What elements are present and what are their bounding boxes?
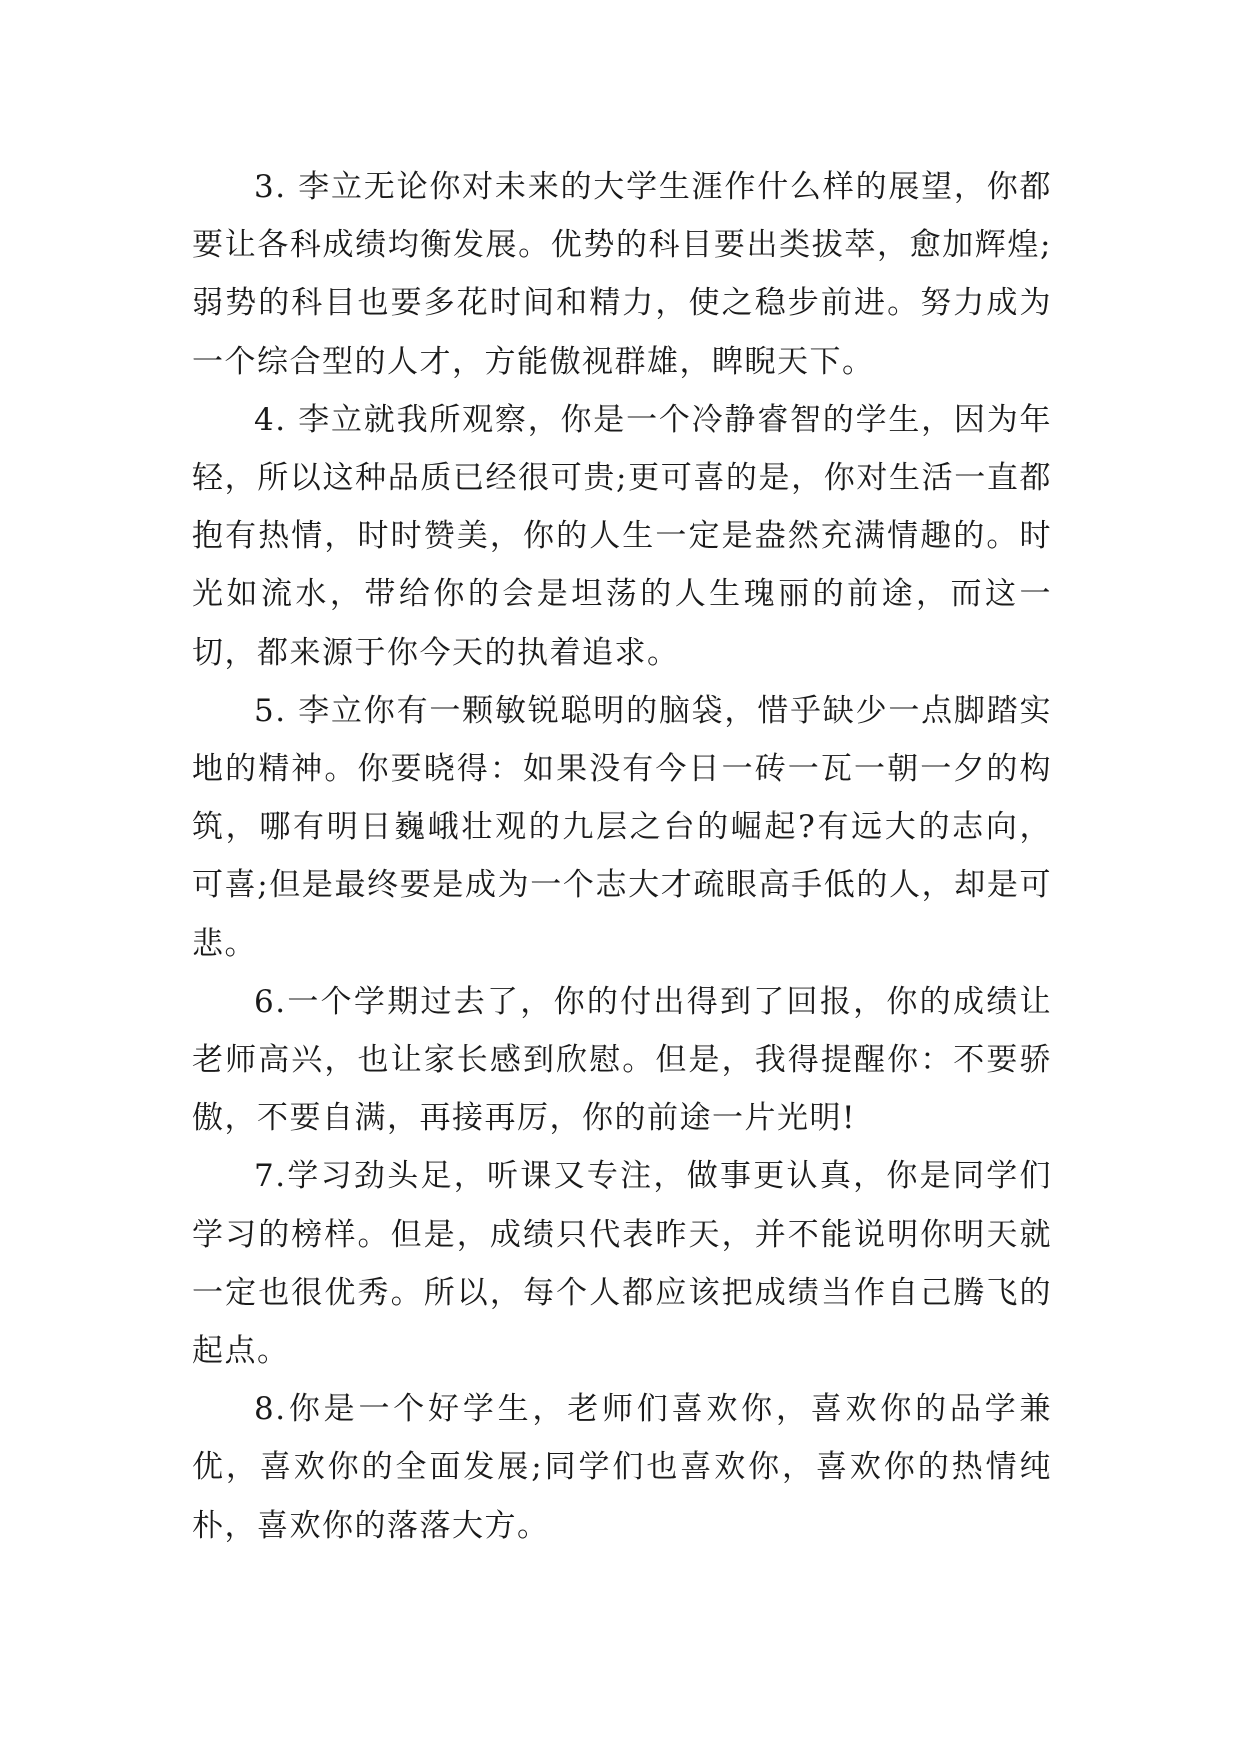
paragraph-7: 7.学习劲头足，听课又专注，做事更认真，你是同学们学习的榜样。但是，成绩只代表昨天，并不能说明你明天就一定也很优秀。所以，每个人都应该把成绩当作自己腾飞的起点。 (192, 1158, 1052, 1370)
document-body (192, 158, 1052, 1555)
paragraph-6: 6.一个学期过去了，你的付出得到了回报，你的成绩让老师高兴，也让家长感到欣慰。但是，我得提醒你：不要骄傲，不要自满，再接再厉，你的前途一片光明! (192, 983, 1052, 1137)
paragraph-8: 8.你是一个好学生，老师们喜欢你，喜欢你的品学兼优，喜欢你的全面发展;同学们也喜欢你，喜欢你的热情纯朴，喜欢你的落落大方。 (192, 1391, 1052, 1544)
paragraph-4: 4. 李立就我所观察，你是一个冷静睿智的学生，因为年轻，所以这种品质已经很可贵;更可喜的是，你对生活一直都抱有热情，时时赞美，你的人生一定是盎然充满情趣的。时光如流水，带给你的会是坦荡的人生瑰丽的前途，而这一切，都来源于你今天的执着追求。 (192, 401, 1052, 671)
paragraph-3: 3. 李立无论你对未来的大学生涯作什么样的展望，你都要让各科成绩均衡发展。优势的科目要出类拔萃，愈加辉煌;弱势的科目也要多花时间和精力，使之稳步前进。努力成为一个综合型的人才，方能傲视群雄，睥睨天下。 (192, 169, 1052, 380)
paragraph-5: 5. 李立你有一颗敏锐聪明的脑袋，惜乎缺少一点脚踏实地的精神。你要晓得：如果没有今日一砖一瓦一朝一夕的构筑，哪有明日巍峨壮观的九层之台的崛起?有远大的志向，可喜;但是最终要是成为一个志大才疏眼高手低的人，却是可悲。 (192, 692, 1052, 962)
